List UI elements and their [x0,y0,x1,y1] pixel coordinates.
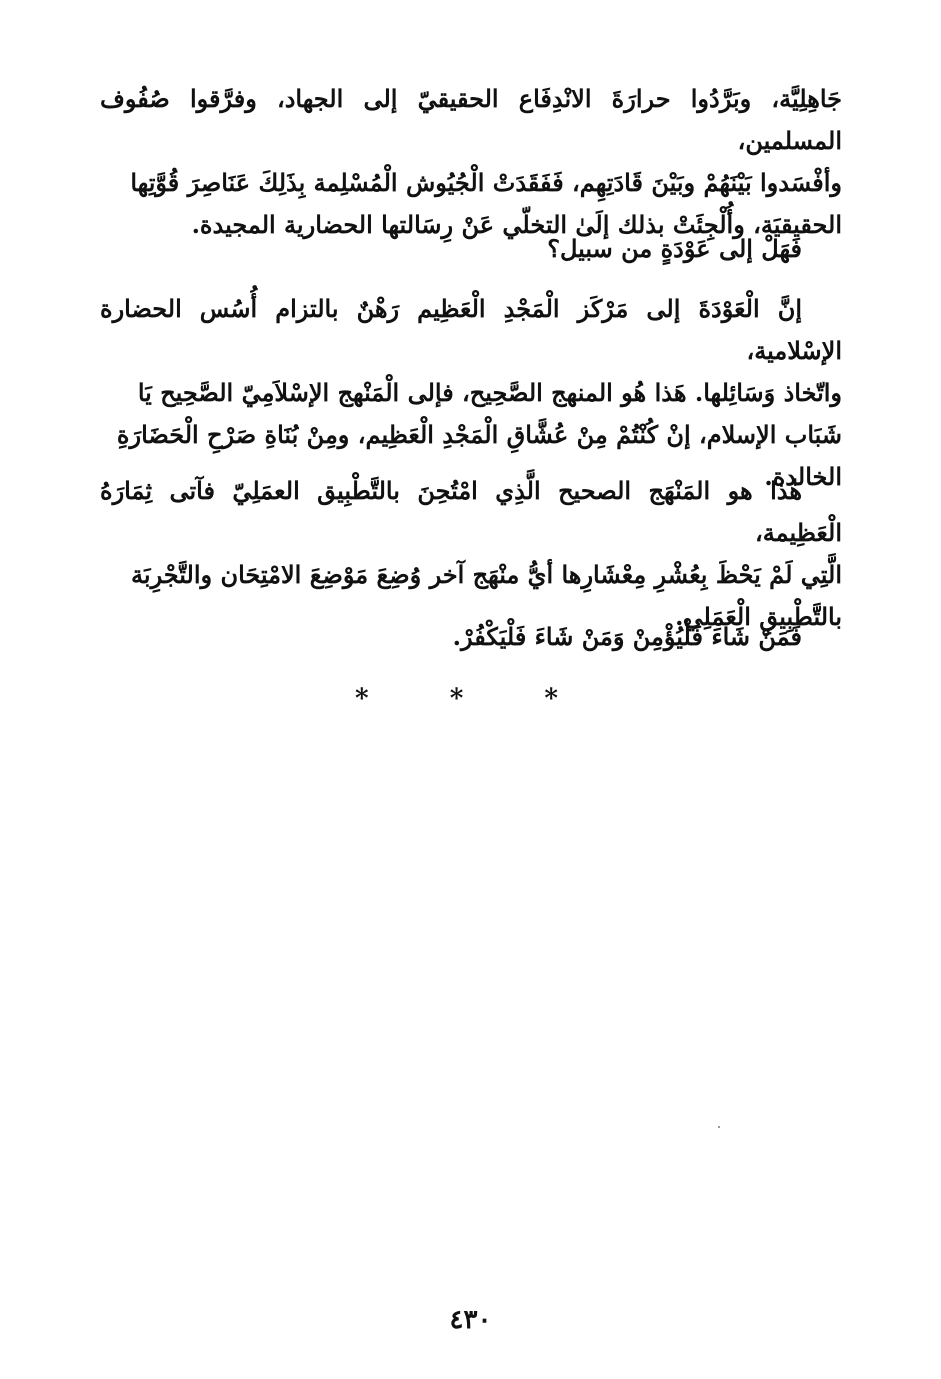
paragraph-1 [100,78,842,246]
paragraph-line: جَاهِلِيَّة، وبَرَّدُوا حرارَةَ الانْدِفَاع الحقيقيّ إلى الجهاد، وفرَّقوا صُفُوف المسلمين، [100,84,842,155]
paragraph-line: واتّخاذ وَسَائِلها. هَذا هُو المنهج الصَّحِيح، فإلى الْمَنْهج الإسْلاَمِيّ الصَّحِيح يَا [137,378,842,407]
paragraph-line: فَهَلْ إلى عَوْدَةٍ من سبيل؟ [547,234,802,263]
paragraph-4 [100,470,842,638]
paragraph-2 [100,228,842,270]
paragraph-3 [100,288,842,498]
paragraph-line: وأفْسَدوا بَيْنَهُمْ وبَيْنَ قَادَتِهِم، فَفَقَدَتْ الْجُيُوش الْمُسْلِمة بِذَلِكَ عَنَاصِرَ قُوَّتِها [130,168,842,197]
paragraph-line: الحقيقيَة، وأُلْجِئَتْ بذلك إلَىٰ التخلّي عَنْ رِسَالتها الحضارية المجيدة. [191,210,842,239]
paragraph-line: بالتَّطْبِيقِ الْعَمَلِي. [675,602,842,631]
paragraph-line: إنَّ الْعَوْدَةَ إلى مَرْكَز الْمَجْدِ الْعَظِيم رَهْنٌ بالتزام أُسُس الحضارة الإسْلامية، [100,294,842,365]
page-number: ٤٣٠ [449,1305,492,1335]
section-separator [0,684,941,714]
separator-star-icon: * [355,684,397,714]
paragraph-line: الخالدة. [764,462,842,491]
separator-star-icon: * [449,684,492,714]
paragraph-line: الَّتِي لَمْ يَحْظَ بِعُشْرِ مِعْشَارِها أيُّ منْهَج آخر وُضِعَ مَوْضِعَ الامْتِحَان والتَّجْرِبَة [131,560,842,589]
paragraph-line: هٰذا هو المَنْهَج الصحيح الَّذِي امْتُحِنَ بالتَّطْبِيق العمَلِيّ فآتى ثِمَارَهُ الْعَظِيمة، [100,476,842,547]
scan-speck [718,1126,720,1128]
separator-star-icon: * [544,684,586,714]
paragraph-line: شَبَاب الإسلام، إنْ كُنْتُمْ مِنْ عُشَّاقِ الْمَجْدِ الْعَظِيم، ومِنْ بُنَاةِ صَرْحِ الْحَضَارَةِ [116,420,842,449]
paragraph-5 [100,616,842,658]
paragraph-line: فَمَنْ شَاءَ فَلْيُؤْمِنْ وَمَنْ شَاءَ فَلْيَكْفُرْ. [452,622,802,651]
